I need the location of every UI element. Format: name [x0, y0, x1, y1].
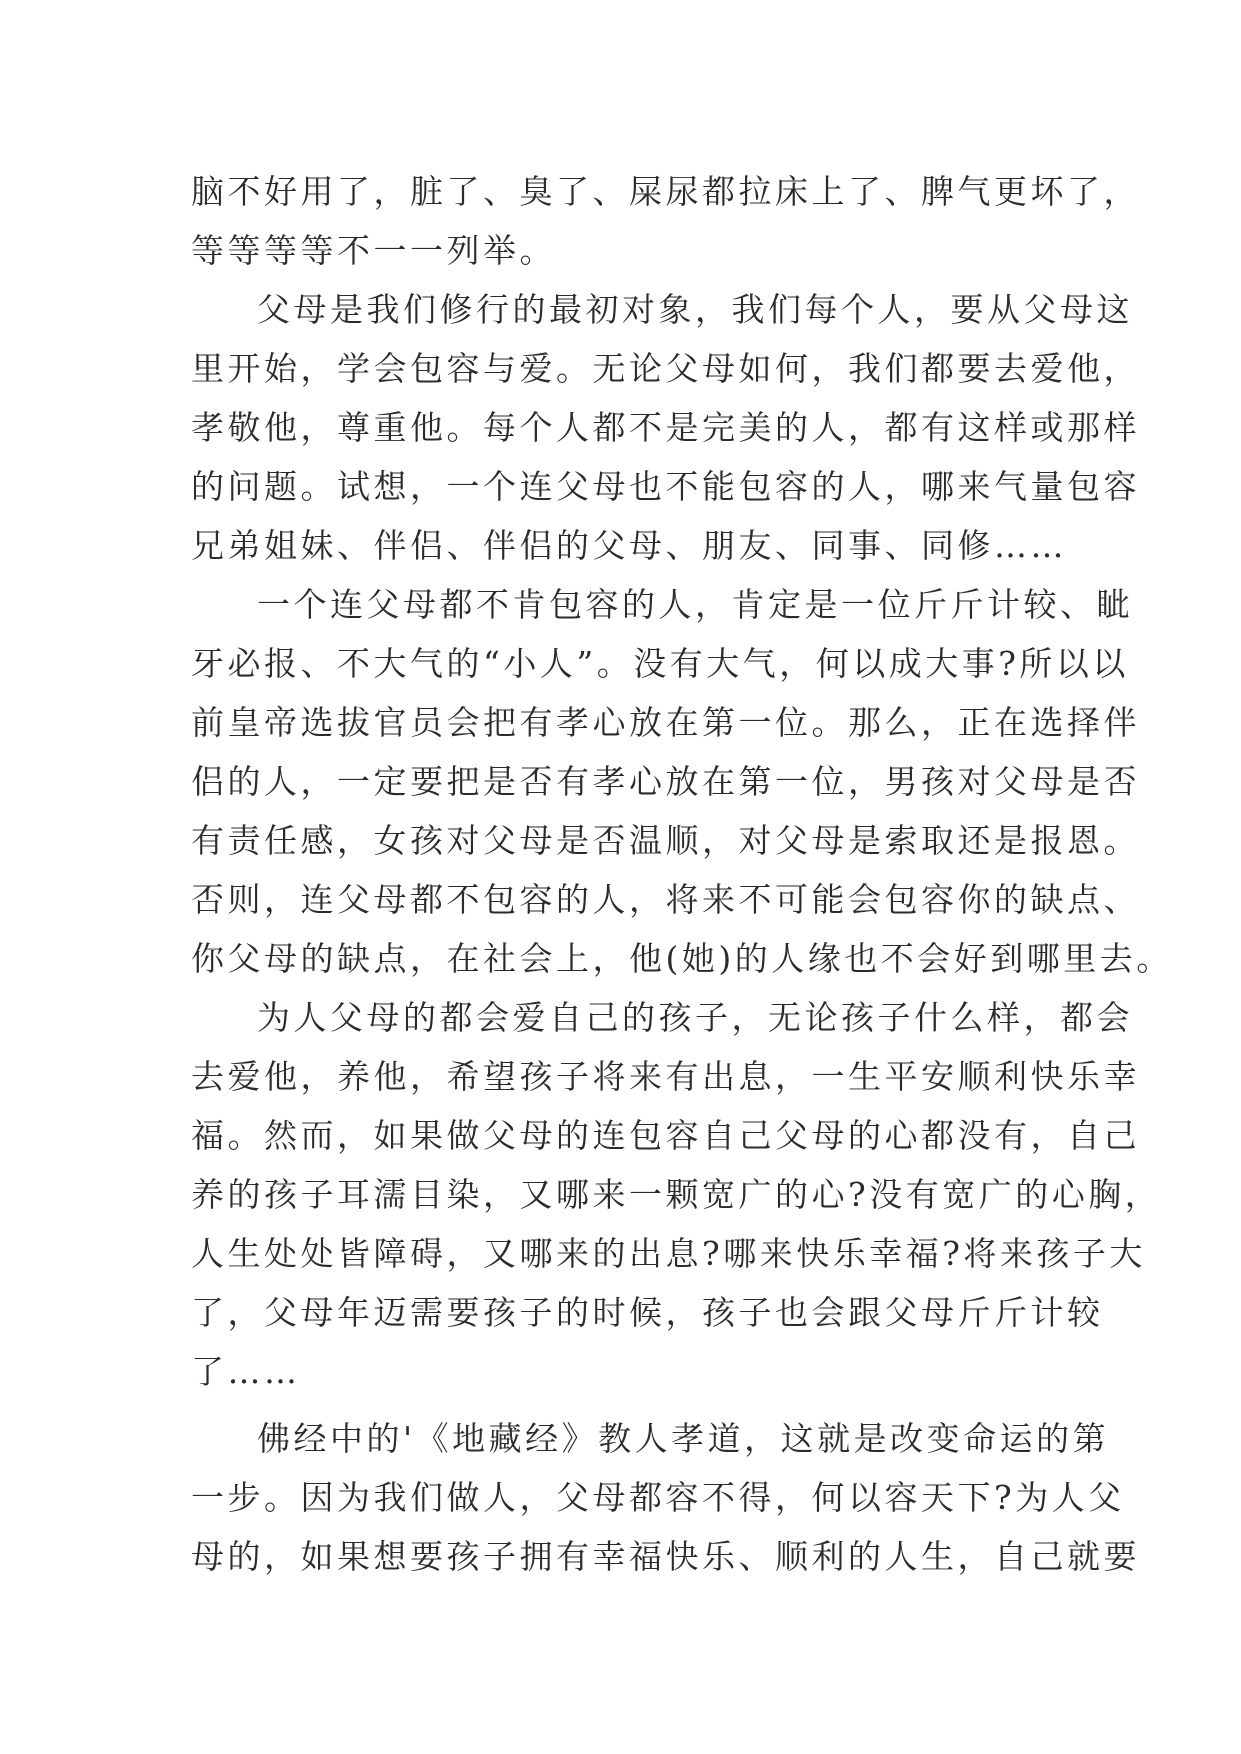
text-line: 人生处处皆障碍，又哪来的出息?哪来快乐幸福?将来孩子大	[191, 1234, 1146, 1273]
text-line: 母的，如果想要孩子拥有幸福快乐、顺利的人生，自己就要	[191, 1537, 1140, 1576]
paragraph-first-line: 父母是我们修行的最初对象，我们每个人，要从父母这	[257, 290, 1133, 329]
text-line: 里开始，学会包容与爱。无论父母如何，我们都要去爱他，	[191, 349, 1140, 388]
text-line: 牙必报、不大气的“小人”。没有大气，何以成大事?所以以	[191, 644, 1129, 683]
text-line: 的问题。试想，一个连父母也不能包容的人，哪来气量包容	[191, 467, 1140, 506]
text-line: 去爱他，养他，希望孩子将来有出息，一生平安顺利快乐幸	[191, 1057, 1140, 1096]
text-line: 侣的人，一定要把是否有孝心放在第一位，男孩对父母是否	[191, 762, 1140, 801]
text-line: 有责任感，女孩对父母是否温顺，对父母是索取还是报恩。	[191, 821, 1140, 860]
text-line: 兄弟姐妹、伴侣、伴侣的父母、朋友、同事、同修……	[191, 526, 1067, 565]
text-line: 养的孩子耳濡目染，又哪来一颗宽广的心?没有宽广的心胸，	[191, 1175, 1162, 1214]
text-line: 福。然而，如果做父母的连包容自己父母的心都没有，自己	[191, 1116, 1140, 1155]
text-line: 脑不好用了，脏了、臭了、屎尿都拉床上了、脾气更坏了，	[191, 172, 1140, 211]
paragraph-first-line: 一个连父母都不肯包容的人，肯定是一位斤斤计较、眦	[257, 585, 1133, 624]
text-line: 否则，连父母都不包容的人，将来不可能会包容你的缺点、	[191, 880, 1140, 919]
paragraph-first-line: 佛经中的'《地藏经》教人孝道，这就是改变命运的第	[257, 1419, 1110, 1458]
text-line: 孝敬他，尊重他。每个人都不是完美的人，都有这样或那样	[191, 408, 1140, 447]
paragraph-first-line: 为人父母的都会爱自己的孩子，无论孩子什么样，都会	[257, 998, 1133, 1037]
text-line: 等等等等不一一列举。	[191, 231, 556, 270]
text-line: 前皇帝选拔官员会把有孝心放在第一位。那么，正在选择伴	[191, 703, 1140, 742]
text-line: 了……	[191, 1352, 301, 1391]
text-line: 你父母的缺点，在社会上，他(她)的人缘也不会好到哪里去。	[191, 939, 1173, 978]
text-line: 了，父母年迈需要孩子的时候，孩子也会跟父母斤斤计较	[191, 1293, 1104, 1332]
text-line: 一步。因为我们做人，父母都容不得，何以容天下?为人父	[191, 1478, 1125, 1517]
body-text	[191, 162, 1173, 1586]
